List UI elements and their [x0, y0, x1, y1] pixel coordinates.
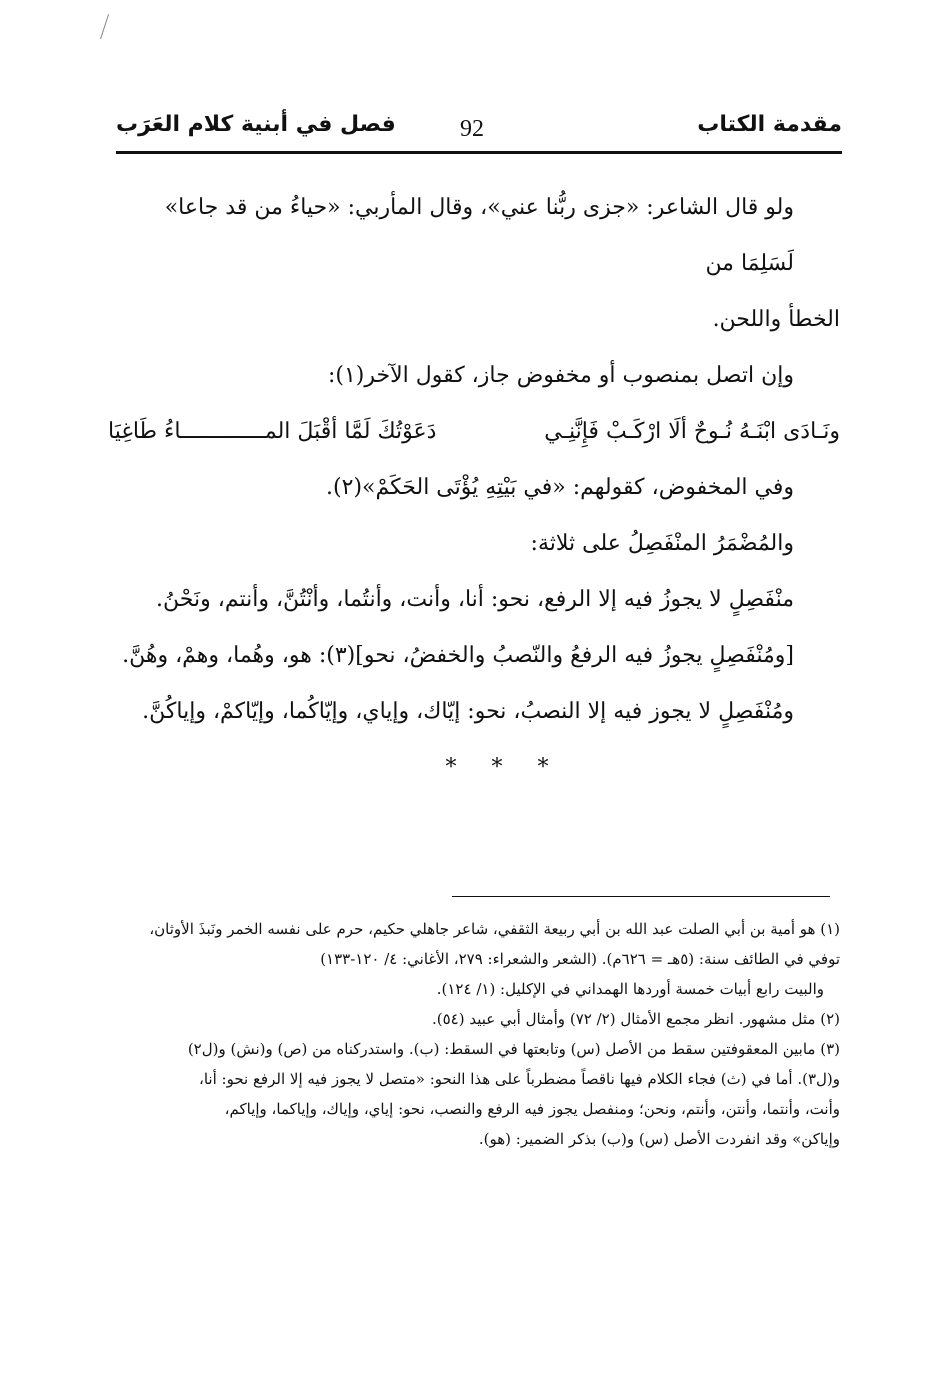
footnote-line: وإياكن» وقد انفردت الأصل (س) و(ب) بذكر الضمير: (هو).: [478, 1130, 840, 1148]
footnote-line: توفي في الطائف سنة: (٥هـ = ٦٢٦م). (الشعر والشعراء: ٢٧٩، الأغاني: ٤/ ١٢٠-١٣٣): [320, 950, 840, 968]
footnote-rule: [452, 896, 830, 897]
footnote-line: و(ل٣). أما في (ث) فجاء الكلام فيها ناقصاً مضطرباً على هذا النحو: «متصل لا يجوز فيه إلا الرفع نحو: أنا،: [199, 1070, 840, 1088]
footnote-line: والبيت رابع أبيات خمسة أوردها الهمداني في الإكليل: (١/ ١٢٤).: [436, 980, 824, 998]
paragraph-line: وفي المخفوض، كقولهم: «في بَيْتِهِ يُؤْتَى الحَكَمْ»(٢).: [326, 475, 794, 500]
main-text: [108, 180, 840, 796]
paragraph-line: والمُضْمَرُ المنْفَصِلُ على ثلاثة:: [530, 531, 794, 556]
verse-first-hemistich: ونَـادَى ابْنَـهُ نُـوحٌ ألَا ارْكَـبْ فَإِنَّنِـي: [544, 419, 840, 444]
chapter-title: مقدمة الكتاب: [697, 112, 842, 137]
header-rule: [116, 151, 842, 154]
footnote-line: (١) هو أمية بن أبي الصلت عبد الله بن أبي ربيعة الثقفي، شاعر جاهلي حكيم، حرم على نفسه الخمر ونَبذَ الأوثان،: [149, 920, 840, 938]
footnote-line: وأنت، وأنتما، وأنتن، وأنتم، ونحن؛ ومنفصل يجوز فيه الرفع والنصب، نحو: إياي، وإياك، وإياكما، وإياكم،: [224, 1100, 840, 1118]
paragraph-line: الخطأ واللحن.: [712, 307, 840, 332]
page-number: 92: [460, 116, 484, 142]
paragraph-line: منْفَصِلٍ لا يجوزُ فيه إلا الرفع، نحو: أنا، وأنت، وأنتُما، وأنْتُنَّ، وأنتم، ونَحْنُ.: [156, 587, 794, 612]
paragraph-line: ومُنْفَصِلٍ لا يجوز فيه إلا النصبُ، نحو: إيّاك، وإياي، وإيّاكُما، وإيّاكمْ، وإياكُنَّ.: [142, 699, 794, 724]
verse-second-hemistich: دَعَوْتُكَ لَمَّا أقْبَلَ المـــــــــــــاءُ طَاغِيَا: [108, 419, 437, 444]
section-separator: * * *: [445, 755, 563, 780]
scan-mark: [100, 14, 111, 40]
footnote-line: (٢) مثل مشهور. انظر مجمع الأمثال (٢/ ٧٢) وأمثال أبي عبيد (٥٤).: [431, 1010, 840, 1028]
footnotes: [108, 914, 840, 1154]
paragraph-line: وإن اتصل بمنصوب أو مخفوض جاز، كقول الآخر(١):: [327, 363, 794, 388]
page-header: [116, 106, 842, 146]
footnote-line: (٣) مابين المعقوفتين سقط من الأصل (س) وتابعتها في السقط: (ب). واستدركناه من (ص) و(نش) و(ل٢): [187, 1040, 840, 1058]
paragraph-line: ولو قال الشاعر: «جزى ربُّنا عني»، وقال المأربي: «حياءُ من قد جاعا» لَسَلِمَا من: [164, 195, 794, 276]
paragraph-line: [ومُنْفَصِلٍ يجوزُ فيه الرفعُ والنّصبُ والخفضُ، نحو](٣): هو، وهُما، وهمْ، وهُنَّ.: [122, 643, 794, 668]
poem-verse: [108, 404, 840, 460]
book-title: فصل في أبنية كلام العَرَب: [116, 112, 396, 137]
